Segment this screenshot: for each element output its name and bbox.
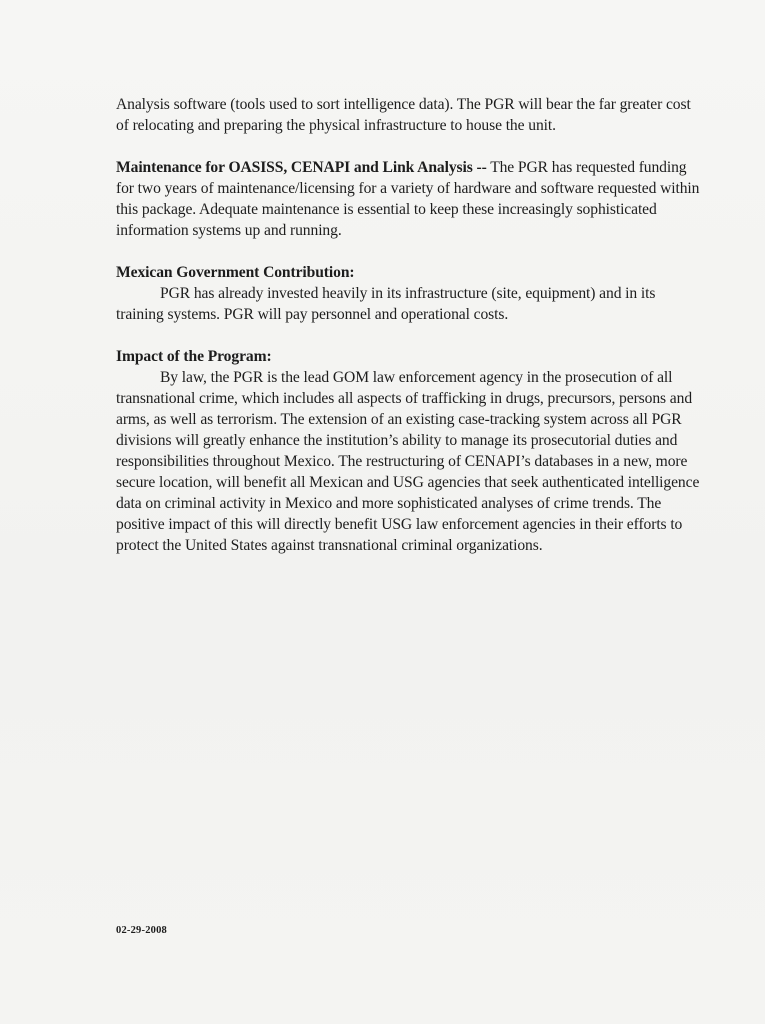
impact-heading: Impact of the Program: <box>116 348 272 365</box>
maintenance-paragraph <box>116 157 706 241</box>
document-body <box>116 94 706 577</box>
maintenance-heading: Maintenance for OASISS, CENAPI and Link Analysis -- <box>116 159 487 176</box>
contribution-text: PGR has already invested heavily in its infrastructure (site, equipment) and in its training systems. PGR will pay personnel and operational costs. <box>116 285 656 323</box>
footer-date: 02-29-2008 <box>116 925 167 936</box>
maintenance-text: The PGR has requested funding for two years of maintenance/licensing for a variety of hardware and software requested within this package. Adequate maintenance is essential to keep these increasingly sophisticated information systems up and running. <box>116 159 700 239</box>
contribution-heading: Mexican Government Contribution: <box>116 264 355 281</box>
intro-paragraph: Analysis software (tools used to sort intelligence data). The PGR will bear the far greater cost of relocating and preparing the physical infrastructure to house the unit. <box>116 96 691 134</box>
impact-text: By law, the PGR is the lead GOM law enforcement agency in the prosecution of all transnational crime, which includes all aspects of trafficking in drugs, precursors, persons and arms, as well as terrorism. The extension of an existing case-tracking system across all PGR divisions will greatly enhance the institution’s ability to manage its prosecutorial duties and responsibilities throughout Mexico. The restructuring of CENAPI’s databases in a new, more secure location, will benefit all Mexican and USG agencies that seek authenticated intelligence data on criminal activity in Mexico and more sophisticated analyses of crime trends. The positive impact of this will directly benefit USG law enforcement agencies in their efforts to protect the United States against transnational criminal organizations. <box>116 369 700 554</box>
